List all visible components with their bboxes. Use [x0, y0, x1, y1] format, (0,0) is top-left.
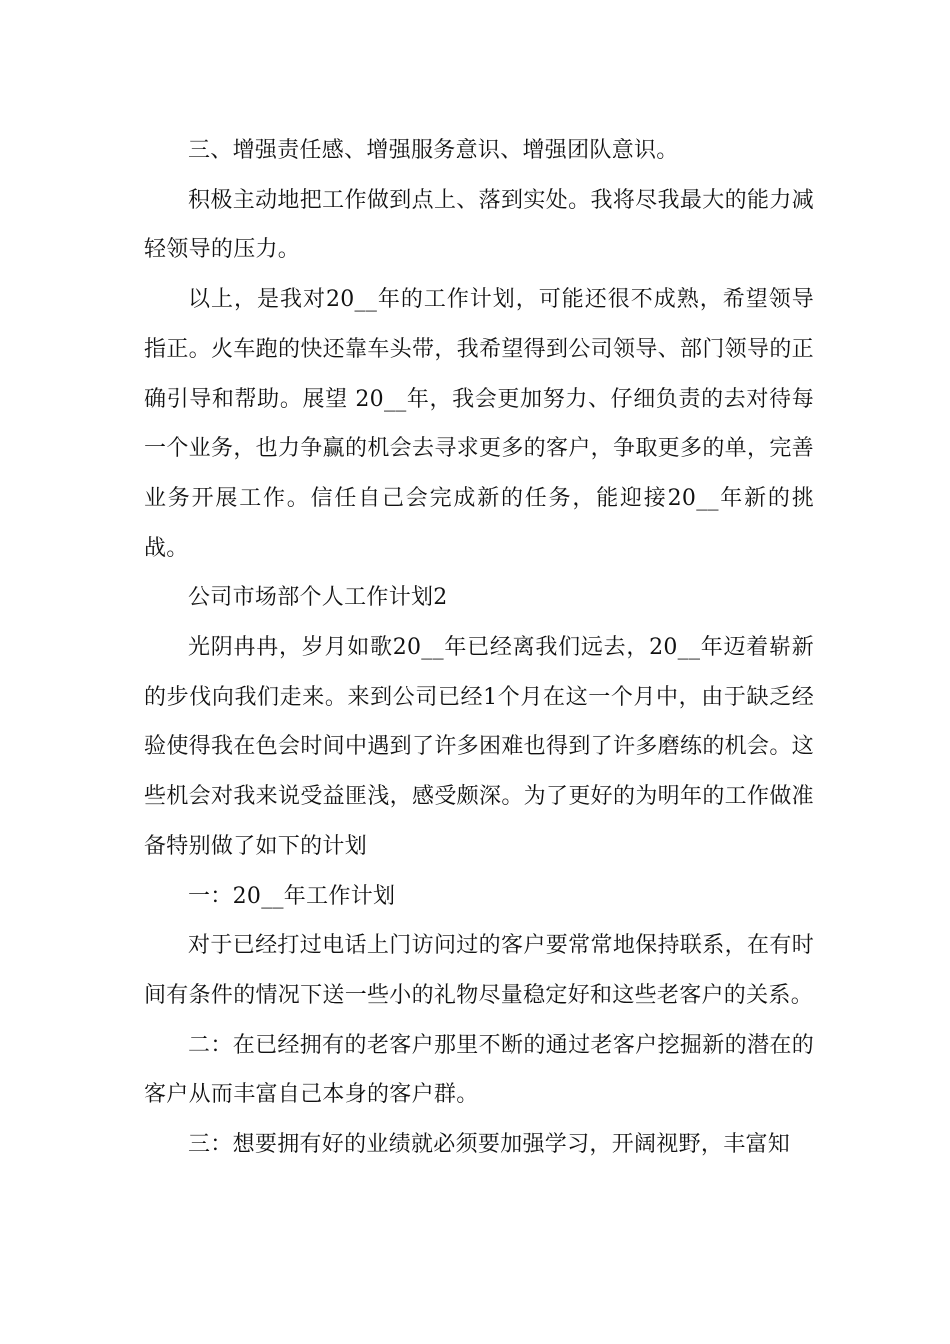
paragraph-7: 三：想要拥有好的业绩就必须要加强学习，开阔视野，丰富知 — [188, 1132, 791, 1158]
section-heading: 公司市场部个人工作计划2 — [188, 585, 448, 611]
paragraph-1: 三、增强责任感、增强服务意识、增强团队意识。 — [188, 138, 679, 163]
paragraph-4: 光阴冉冉，岁月如歌20__年已经离我们远去，20__年迈着崭新的步伐向我们走来。来到公司已经1个月在这一个月中，由于缺乏经验使得我在色会时间中遇到了许多困难也得到了许多磨练的机会。这些机会对我来说受益匪浅，感受颇深。为了更好的为明年的工作做准备特别做了如下的计划 — [144, 635, 814, 859]
document-body — [144, 126, 814, 1170]
paragraph-6: 二：在已经拥有的老客户那里不断的通过老客户挖掘新的潜在的客户从而丰富自己本身的客户群。 — [144, 1032, 814, 1108]
plan-heading: 一：20__年工作计划 — [188, 883, 396, 909]
paragraph-2: 积极主动地把工作做到点上、落到实处。我将尽我最大的能力减轻领导的压力。 — [144, 187, 814, 263]
paragraph-3: 以上，是我对20__年的工作计划，可能还很不成熟，希望领导指正。火车跑的快还靠车头带，我希望得到公司领导、部门领导的正确引导和帮助。展望 20__年，我会更加努力、仔细负责的去对待每一个业务，也力争赢的机会去寻求更多的客户，争取更多的单，完善业务开展工作。信任自己会完成新的任务，能迎接20__年新的挑战。 — [144, 287, 814, 561]
paragraph-5: 对于已经打过电话上门访问过的客户要常常地保持联系，在有时间有条件的情况下送一些小的礼物尽量稳定好和这些老客户的关系。 — [144, 933, 814, 1008]
